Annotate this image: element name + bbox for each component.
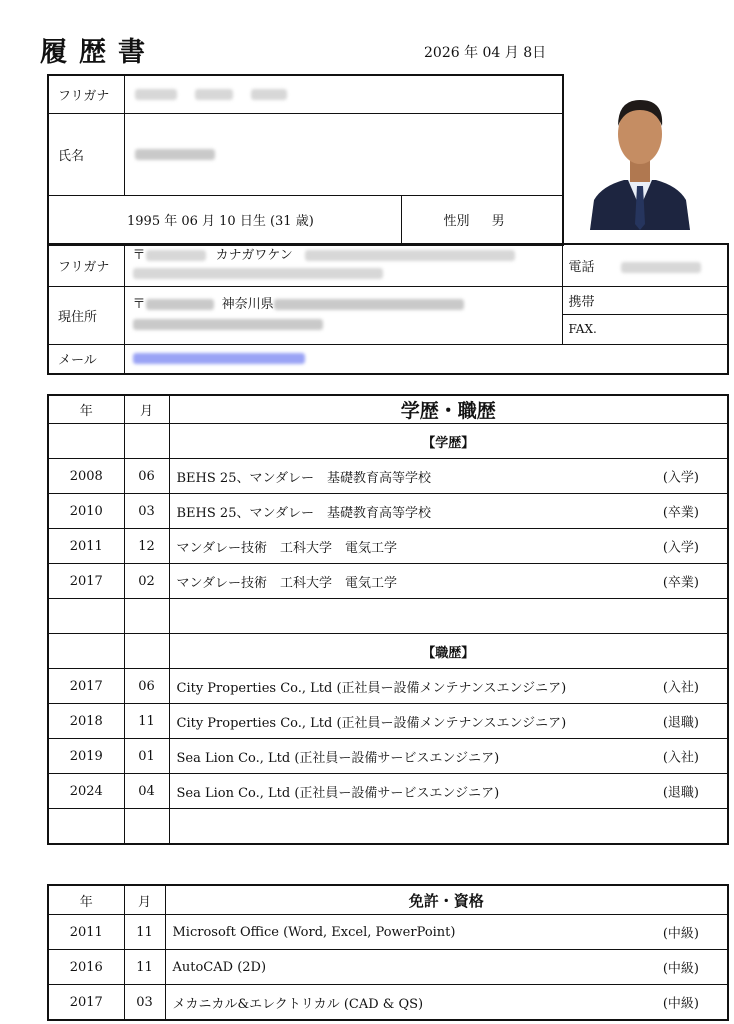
redacted-text [133,268,383,279]
col-month-header: 月 [124,885,165,915]
row-month: 12 [124,529,169,564]
table-row [48,950,728,985]
col-year-header: 年 [48,885,124,915]
row-text: City Properties Co., Ltd (正社員ー設備メンテナンスエンジニア) [176,715,567,731]
row-entry [169,739,728,774]
row-text: Sea Lion Co., Ltd (正社員ー設備サービスエンジニア) [176,750,500,766]
row-year: 2008 [48,459,124,494]
profile-photo [582,76,698,230]
page-title: 履歴書 [40,37,157,68]
row-text: メカニカル&エレクトリカル (CAD & QS) [172,996,424,1012]
row-text: BEHS 25、マンダレー 基礎教育高等学校 [176,470,431,486]
row-status: (退職) [662,785,699,801]
row-month: 11 [124,915,165,950]
document-date: 2026 年 04 月 8日 [424,45,547,61]
row-year: 2019 [48,739,124,774]
address-text: 神奈川県 [221,297,274,312]
row-status: (卒業) [662,575,699,591]
row-status: (卒業) [662,505,699,521]
table-row [48,529,728,564]
empty-cell [124,599,169,634]
row-status: (入学) [662,540,699,556]
history-title: 学歴・職歴 [169,395,728,424]
row-entry [169,459,728,494]
address-label: 現住所 [48,286,124,344]
row-entry [169,774,728,809]
row-year: 2017 [48,985,124,1021]
postal-mark: 〒 [132,297,146,312]
licenses-title: 免許・資格 [165,885,728,915]
row-text: Microsoft Office (Word, Excel, PowerPoint) [172,924,456,940]
redacted-text [274,299,464,310]
address-furigana-text: カナガワケン [215,248,293,264]
furigana-label: フリガナ [48,75,124,113]
row-month: 04 [124,774,169,809]
phone-cell [562,244,728,286]
address-furigana-value [124,244,562,286]
row-entry [165,915,728,950]
table-row [48,774,728,809]
table-row [48,915,728,950]
email-value[interactable] [124,344,728,374]
redacted-text [195,89,233,100]
address-value [124,286,562,344]
table-row [48,985,728,1021]
row-text: マンダレー技術 工科大学 電気工学 [176,575,397,591]
row-month: 03 [124,985,165,1021]
row-status: (退職) [662,715,699,731]
redacted-text [621,262,701,273]
history-table [47,394,729,845]
table-row [48,564,728,599]
row-status: (入社) [662,750,699,766]
row-entry [165,985,728,1021]
licenses-table [47,884,729,1021]
redacted-text [146,250,206,261]
redacted-text [251,89,287,100]
row-status: (入社) [662,680,699,696]
row-month: 11 [124,704,169,739]
row-text: City Properties Co., Ltd (正社員ー設備メンテナンスエンジニア) [176,680,567,696]
redacted-text [305,250,515,261]
empty-cell [124,809,169,845]
name-value [124,113,563,195]
row-year: 2017 [48,564,124,599]
row-text: マンダレー技術 工科大学 電気工学 [176,540,397,556]
education-header: 【学歴】 [169,424,728,459]
row-year: 2010 [48,494,124,529]
personal-info-table [47,74,564,246]
mobile-label: 携帯 [562,286,728,314]
row-entry [169,529,728,564]
empty-cell [169,809,728,845]
redacted-text [146,299,214,310]
redacted-text [133,319,323,330]
redacted-email-link[interactable] [133,353,305,364]
table-row [48,739,728,774]
row-level: (中級) [662,926,699,942]
row-entry [165,950,728,985]
name-label: 氏名 [48,113,124,195]
row-month: 01 [124,739,169,774]
empty-cell [48,599,124,634]
row-month: 06 [124,669,169,704]
row-level: (中級) [662,961,699,977]
row-entry [169,494,728,529]
row-month: 06 [124,459,169,494]
row-text: Sea Lion Co., Ltd (正社員ー設備サービスエンジニア) [176,785,500,801]
row-month: 11 [124,950,165,985]
postal-mark: 〒 [132,248,146,264]
redacted-text [135,89,177,100]
fax-label: FAX. [562,314,728,344]
row-year: 2017 [48,669,124,704]
empty-cell [48,634,124,669]
email-label: メール [48,344,124,374]
phone-label: 電話 [568,259,595,275]
row-status: (入学) [662,470,699,486]
table-row [48,704,728,739]
row-year: 2024 [48,774,124,809]
empty-cell [124,424,169,459]
address-table [47,243,729,375]
furigana-value [124,75,563,113]
gender-value: 男 [491,214,505,230]
row-text: AutoCAD (2D) [172,959,267,975]
empty-cell [169,599,728,634]
row-entry [169,564,728,599]
row-year: 2018 [48,704,124,739]
birth-date: 1995 年 06 月 10 日生 (31 歳) [48,195,401,245]
row-entry [169,704,728,739]
empty-cell [124,634,169,669]
address-furigana-label: フリガナ [48,244,124,286]
table-row [48,494,728,529]
row-month: 02 [124,564,169,599]
gender-cell [401,195,563,245]
row-text: BEHS 25、マンダレー 基礎教育高等学校 [176,505,431,521]
row-level: (中級) [662,996,699,1012]
row-year: 2016 [48,950,124,985]
col-year-header: 年 [48,395,124,424]
table-row [48,459,728,494]
gender-label: 性別 [443,214,470,230]
row-year: 2011 [48,915,124,950]
empty-cell [48,424,124,459]
empty-cell [48,809,124,845]
row-entry [169,669,728,704]
table-row [48,669,728,704]
redacted-text [135,149,215,160]
row-year: 2011 [48,529,124,564]
row-month: 03 [124,494,169,529]
col-month-header: 月 [124,395,169,424]
work-header: 【職歴】 [169,634,728,669]
